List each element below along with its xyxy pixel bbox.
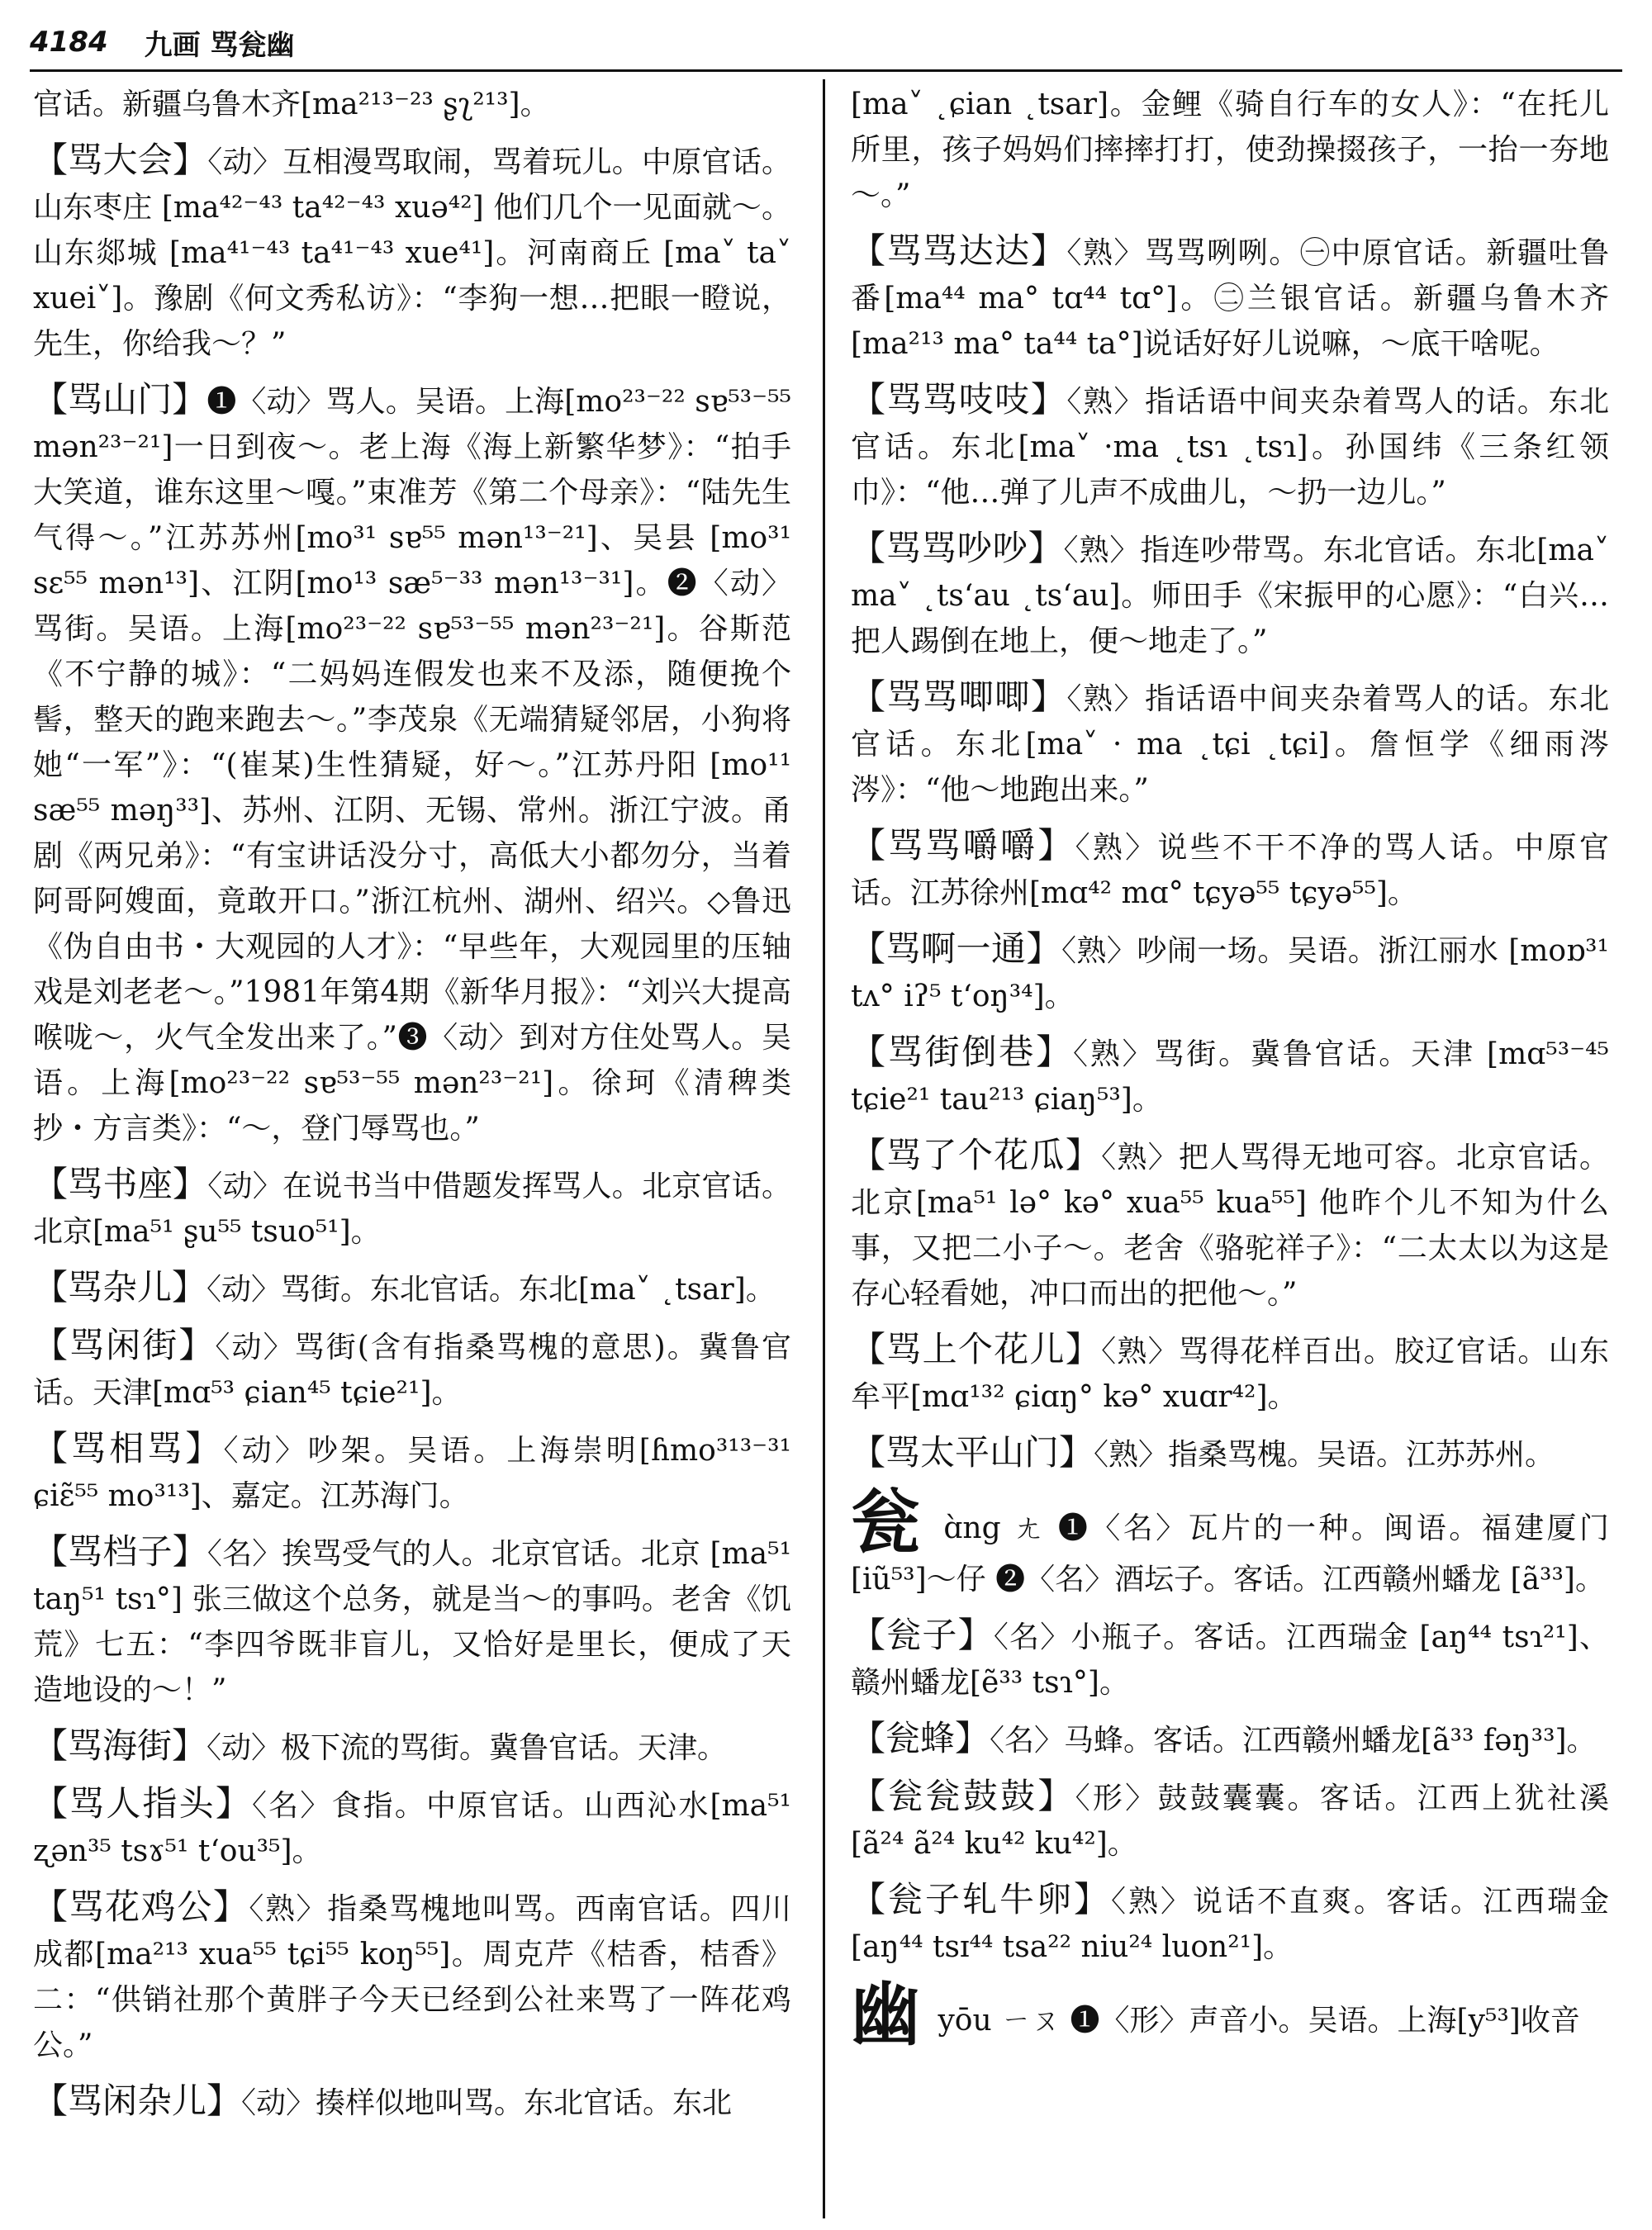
definition: [ma˅ ˛ɕian ˛tsar]。金鲤《骑自行车的女人》：“在托儿所里，孩子妈妈们摔摔打打，使劲操掇孩子，一抬一夯地～。” xyxy=(851,88,1609,212)
definition: ❶〈动〉骂人。吴语。上海[mo²³⁻²² sɐ⁵³⁻⁵⁵ mən²³⁻²¹]一日到夜～。老上海《海上新繁华梦》：“拍手大笑道，谁东这里～嘎。”束准芳《第二个母亲》：“陆先生气得～。”江苏苏州[mo³¹ sɐ⁵⁵ mən¹³⁻²¹]、吴县 [mo³¹ sɛ⁵⁵ mən¹³]、江阴[mo¹³ sæ⁵⁻³³ mən¹³⁻³¹]。❷〈动〉骂街。吴语。上海[mo²³⁻²² sɐ⁵³⁻⁵⁵ mən²³⁻²¹]。谷斯范《不宁静的城》：“二妈妈连假发也来不及添，随便挽个髻，整天的跑来跑去～。”李茂泉《无端猜疑邻居，小狗将她“一军”》：“(崔某)生性猜疑，好～。”江苏丹阳 [mo¹¹ sæ⁵⁵ məŋ³³]、苏州、江阴、无锡、常州。浙江宁波。甬剧《两兄弟》：“有宝讲话没分寸，高低大小都勿分，当着阿哥阿嫂面，竟敢开口。”浙江杭州、湖州、绍兴。◇鲁迅《伪自由书・大观园的人才》：“早些年，大观园里的压轴戏是刘老老～。”1981年第4期《新华月报》：“刘兴大提高喉咙～，火气全发出来了。”❸〈动〉到对方住处骂人。吴语。上海[mo²³⁻²² sɐ⁵³⁻⁵⁵ mən²³⁻²¹]。徐珂《清稗类抄・方言类》：“～，登门辱骂也。” xyxy=(33,385,791,1146)
entry xyxy=(33,1529,791,1713)
definition: 〈熟〉把人骂得无地可容。北京官话。北京[ma⁵¹ lə° kə° xua⁵⁵ kua⁵⁵] 他昨个儿不知为什么事，又把二小子～。老舍《骆驼祥子》：“二太太以为这是存心轻看她，冲口而出的把他～。” xyxy=(851,1141,1609,1311)
headword: 【骂人指头】 xyxy=(33,1783,252,1824)
entry xyxy=(851,228,1609,367)
headword: 【骂太平山门】 xyxy=(851,1432,1094,1473)
headword: 【骂闲杂儿】 xyxy=(33,2081,242,2121)
headword: 【骂骂达达】 xyxy=(851,230,1067,271)
definition: 〈熟〉骂街。冀鲁官话。天津 [mɑ⁵³⁻⁴⁵ tɕie²¹ tau²¹³ ɕiaŋ⁵³]。 xyxy=(851,1037,1609,1117)
definition: 〈动〉吵架。吴语。上海崇明[ɦmo³¹³⁻³¹ ɕiɛ̃⁵⁵ mo³¹³]、嘉定。江苏海门。 xyxy=(33,1434,791,1513)
definition: ɑ̀ng ㄤ ❶〈名〉瓦片的一种。闽语。福建厦门 [iũ⁵³]～仔 ❷〈名〉酒坛子。客话。江西赣州蟠龙 [ã³³]。 xyxy=(851,1511,1609,1597)
headword: 【骂花鸡公】 xyxy=(33,1886,249,1927)
definition: 〈动〉互相漫骂取闹，骂着玩儿。中原官话。山东枣庄 [ma⁴²⁻⁴³ ta⁴²⁻⁴³ xuə⁴²] 他们几个一见面就～。山东郯城 [ma⁴¹⁻⁴³ ta⁴¹⁻⁴³ xue⁴¹]。河南商丘 [ma˅ ta˅ xuei˅]。豫剧《何文秀私访》：“李狗一想…把眼一瞪说，先生，你给我～？” xyxy=(33,145,791,361)
headword: 【骂了个花瓜】 xyxy=(851,1135,1102,1175)
entry xyxy=(33,137,791,367)
definition: 〈名〉马蜂。客话。江西赣州蟠龙[ã³³ fəŋ³³]。 xyxy=(990,1724,1597,1758)
definition: 〈形〉鼓鼓囊囊。客话。江西上犹社溪 [ã²⁴ ã²⁴ ku⁴² ku⁴²]。 xyxy=(851,1782,1609,1861)
page-header xyxy=(30,15,1622,72)
headword: 【瓮瓮鼓鼓】 xyxy=(851,1776,1075,1816)
headword: 【瓮蜂】 xyxy=(851,1718,990,1758)
entry xyxy=(851,79,1609,218)
entry xyxy=(851,525,1609,664)
definition: 〈动〉揍样似地叫骂。东北官话。东北 xyxy=(241,2086,733,2120)
definition: 〈名〉挨骂受气的人。北京官话。北京 [ma⁵¹ taŋ⁵¹ tsɿ°] 张三做这个总务，就是当～的事吗。老舍《饥荒》七五：“李四爷既非盲儿，又恰好是里长，便成了天造地设的～！” xyxy=(33,1537,791,1707)
headword: 【骂街倒巷】 xyxy=(851,1032,1073,1072)
definition: 〈动〉极下流的骂街。冀鲁官话。天津。 xyxy=(206,1731,728,1765)
definition: 〈名〉食指。中原官话。山西沁水[ma⁵¹ ʐən³⁵ tsɤ⁵¹ tʻou³⁵]。 xyxy=(33,1789,791,1868)
entry xyxy=(33,79,791,127)
headword: 【骂骂唧唧】 xyxy=(851,676,1067,717)
headword: 【骂海街】 xyxy=(33,1725,207,1766)
definition: 〈熟〉指连吵带骂。东北官话。东北[ma˅ ma˅ ˛tsʻau ˛tsʻau]。师田手《宋振甲的心愿》：“白兴…把人踢倒在地上，便～地走了。” xyxy=(851,534,1609,658)
entry xyxy=(851,1877,1609,1970)
headword: 【骂上个花儿】 xyxy=(851,1329,1102,1369)
entry xyxy=(851,1612,1609,1706)
character-entry xyxy=(851,1481,1609,1602)
head-character: 幽 xyxy=(851,1973,921,2055)
definition: 〈熟〉指桑骂槐地叫骂。西南官话。四川成都[ma²¹³ xua⁵⁵ tɕi⁵⁵ koŋ⁵⁵]。周克芹《桔香，桔香》二：“供销社那个黄胖子今天已经到公社来骂了一阵花鸡公。” xyxy=(33,1892,791,2062)
entry xyxy=(33,1723,791,1771)
headword: 【骂山门】 xyxy=(33,379,207,420)
headword: 【瓮子】 xyxy=(851,1615,994,1655)
definition: 〈熟〉骂骂咧咧。㊀中原官话。新疆吐鲁番[ma⁴⁴ ma° tɑ⁴⁴ tɑ°]。㊁兰银官话。新疆乌鲁木齐 [ma²¹³ ma° ta⁴⁴ ta°]说话好好儿说嘛，～底干啥呢。 xyxy=(851,236,1609,361)
page-number: 4184 xyxy=(30,26,108,59)
definition: 〈熟〉骂得花样百出。胶辽官话。山东牟平[mɑ¹³² ɕiɑŋ° kə° xuɑr⁴²]。 xyxy=(851,1335,1609,1414)
column-divider xyxy=(823,79,825,2218)
entry xyxy=(851,377,1609,515)
entry xyxy=(851,1326,1609,1420)
entry xyxy=(851,1715,1609,1763)
definition: 〈熟〉说话不直爽。客话。江西瑞金 [aŋ⁴⁴ tsɪ⁴⁴ tsa²² niu²⁴ luon²¹]。 xyxy=(851,1885,1609,1964)
headword: 【瓮子轧牛卵】 xyxy=(851,1879,1111,1919)
definition: 〈熟〉指话语中间夹杂着骂人的话。东北官话。东北[ma˅ ·ma ˛tsɿ ˛tsɿ]。孙国纬《三条红领巾》：“他…弹了儿声不成曲儿，～扔一边儿。” xyxy=(851,385,1609,510)
definition: 官话。新疆乌鲁木齐[ma²¹³⁻²³ ʂʅ²¹³]。 xyxy=(33,88,550,121)
section-title: 九画 骂瓮幽 xyxy=(144,28,295,62)
entry xyxy=(851,926,1609,1019)
entry xyxy=(851,674,1609,813)
headword: 【骂书座】 xyxy=(33,1164,208,1204)
headword: 【骂啊一通】 xyxy=(851,928,1061,969)
entry xyxy=(33,377,791,1151)
definition: 〈动〉骂街(含有指桑骂槐的意思)。冀鲁官话。天津[mɑ⁵³ ɕian⁴⁵ tɕie²¹]。 xyxy=(33,1331,791,1410)
entry xyxy=(851,1029,1609,1122)
headword: 【骂闲街】 xyxy=(33,1325,216,1365)
headword: 【骂骂吵吵】 xyxy=(851,528,1064,568)
headword: 【骂相骂】 xyxy=(33,1428,224,1468)
headword: 【骂档子】 xyxy=(33,1531,207,1572)
entry xyxy=(851,1773,1609,1867)
entry xyxy=(33,2078,791,2126)
definition: yōu ㄧㄡ ❶〈形〉声音小。吴语。上海[y⁵³]收音 xyxy=(928,2004,1580,2038)
character-entry xyxy=(851,1973,1609,2055)
definition: 〈熟〉指话语中间夹杂着骂人的话。东北官话。东北[ma˅ · ma ˛tɕi ˛tɕi]。詹恒学《细雨涔涔》：“他～地跑出来。” xyxy=(851,682,1609,807)
definition: 〈熟〉吵闹一场。吴语。浙江丽水 [moɒ³¹ tʌ° iʔ⁵ tʻoŋ³⁴]。 xyxy=(851,934,1609,1013)
definition: 〈名〉小瓶子。客话。江西瑞金 [aŋ⁴⁴ tsɿ²¹]、赣州蟠龙[ẽ³³ tsɿ°]。 xyxy=(851,1620,1609,1700)
definition: 〈熟〉指桑骂槐。吴语。江苏苏州。 xyxy=(1094,1438,1555,1472)
head-character: 瓮 xyxy=(851,1481,923,1563)
headword: 【骂骂嚼嚼】 xyxy=(851,825,1075,866)
entry xyxy=(33,1161,791,1255)
definition: 〈熟〉说些不干不净的骂人话。中原官话。江苏徐州[mɑ⁴² mɑ° tɕyə⁵⁵ tɕyə⁵⁵]。 xyxy=(851,831,1609,910)
entry xyxy=(851,1430,1609,1478)
definition: 〈动〉骂街。东北官话。东北[ma˅ ˛tsar]。 xyxy=(206,1273,776,1307)
headword: 【骂骂吱吱】 xyxy=(851,379,1067,420)
entry xyxy=(33,1264,791,1312)
entry xyxy=(33,1426,791,1519)
left-column xyxy=(33,79,791,2218)
headword: 【骂大会】 xyxy=(33,140,208,180)
entry xyxy=(33,1781,791,1874)
entry xyxy=(33,1884,791,2068)
entry xyxy=(851,1132,1609,1317)
entry xyxy=(33,1322,791,1416)
right-column xyxy=(851,79,1609,2218)
headword: 【骂杂儿】 xyxy=(33,1267,207,1307)
entry xyxy=(851,823,1609,916)
definition: 〈动〉在说书当中借题发挥骂人。北京官话。北京[ma⁵¹ ʂu⁵⁵ tsuo⁵¹]。 xyxy=(33,1170,791,1249)
